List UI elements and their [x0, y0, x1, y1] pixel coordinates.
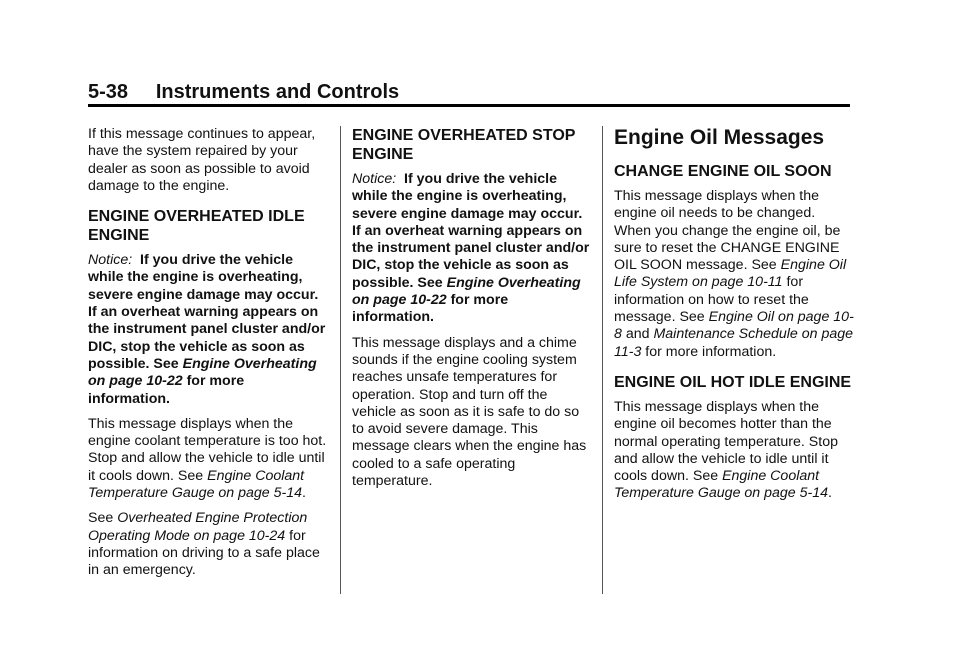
cross-reference-link[interactable]: Engine Coolant Temperature Gauge on page 5-14	[614, 468, 829, 502]
page-title: 5-38 Instruments and Controls	[88, 81, 400, 103]
cross-reference-link[interactable]: Engine Overheating on page 10-22	[88, 355, 317, 390]
notice-paragraph	[88, 252, 330, 408]
cross-reference-link[interactable]: Engine Oil Life System on page 10-11	[614, 257, 847, 291]
column-2	[352, 126, 594, 498]
paragraph	[88, 510, 330, 579]
paragraph-text: This message displays when the engine coolant temperature is too hot. Stop and allow the vehicle to idle until it cools down. See	[88, 415, 327, 484]
notice-label: Notice:	[88, 252, 133, 269]
paragraph-text: for information on how to reset the message. See	[614, 274, 809, 326]
paragraph	[614, 399, 856, 503]
section-heading: ENGINE OVERHEATED STOP ENGINE	[352, 127, 576, 163]
paragraph-end: for information on driving to a safe place in an emergency.	[88, 527, 320, 579]
paragraph	[614, 188, 856, 361]
notice-label: Notice:	[352, 171, 397, 187]
column-1	[88, 126, 330, 588]
paragraph-end: .	[302, 485, 306, 502]
paragraph-end: .	[828, 485, 832, 502]
paragraph-text: See	[88, 510, 114, 527]
paragraph-text: and	[625, 326, 650, 343]
cross-reference-link[interactable]: Maintenance Schedule on page 11-3	[614, 326, 854, 360]
column-divider	[602, 126, 603, 594]
cross-reference-link[interactable]: Engine Oil on page 10-8	[614, 309, 854, 343]
notice-end: for more information.	[352, 292, 509, 326]
section-heading: ENGINE OVERHEATED IDLE ENGINE	[88, 208, 305, 245]
section-heading: CHANGE ENGINE OIL SOON	[614, 163, 832, 180]
major-heading: Engine Oil Messages	[614, 126, 825, 149]
notice-paragraph	[352, 171, 594, 327]
cross-reference-link[interactable]: Engine Coolant Temperature Gauge on page 5-14	[88, 467, 305, 502]
paragraph: This message displays and a chime sounds if the engine cooling system reaches unsafe temperatures for operation. Stop and turn off the vehicle as soon as it is safe to do so to avoid severe damage. This message clears when the engine has cooled to a safe operating temperature.	[352, 334, 587, 490]
paragraph-text: This message displays when the engine oil needs to be changed. When you change the engine oil, be sure to reset the CHANGE ENGINE OIL SOON message. See	[614, 188, 841, 274]
page-header	[88, 80, 850, 107]
paragraph-end: for more information.	[645, 343, 777, 360]
paragraph: If this message continues to appear, have the system repaired by your dealer as soon as possible to avoid damage to the engine.	[88, 126, 316, 194]
notice-end: for more information.	[88, 373, 245, 407]
paragraph-text: This message displays when the engine oil becomes hotter than the normal operating temperature. Stop and allow the vehicle to idle until it cools down. See	[614, 398, 838, 485]
column-3	[614, 126, 856, 511]
notice-text: If you drive the vehicle while the engine is overheating, severe engine damage may occur. If an overheat warning appears on the instrument panel cluster and/or DIC, stop the vehicle as soon as possible. See	[352, 171, 590, 291]
cross-reference-link[interactable]: Engine Overheating on page 10-22	[352, 274, 581, 309]
notice-text: If you drive the vehicle while the engine is overheating, severe engine damage may occur. If an overheat warning appears on the instrument panel cluster and/or DIC, stop the vehicle as soon as possible. See	[88, 252, 326, 372]
section-heading: ENGINE OIL HOT IDLE ENGINE	[614, 373, 852, 391]
paragraph	[88, 416, 330, 502]
column-divider	[340, 126, 341, 594]
header-rule	[88, 104, 850, 107]
cross-reference-link[interactable]: Overheated Engine Protection Operating Mode on page 10-24	[88, 510, 308, 544]
